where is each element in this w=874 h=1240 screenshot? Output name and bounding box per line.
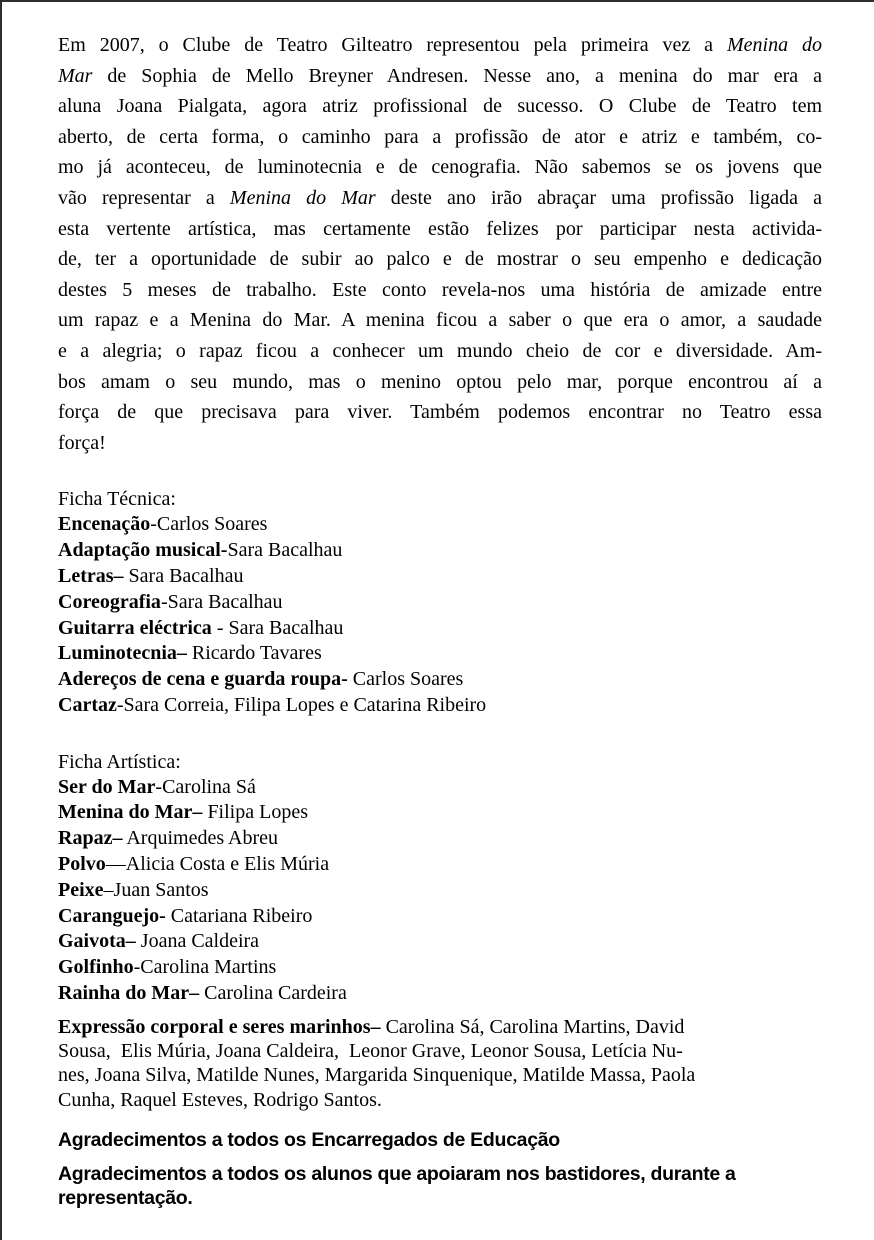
paragraph-line: esta vertente artística, mas certamente estão felizes por participar nesta activida- [58, 217, 822, 240]
credit-line [58, 852, 822, 878]
credit-role: Guitarra eléctrica [58, 616, 212, 639]
credit-role: Letras– [58, 564, 124, 587]
credit-role: Gaivota– [58, 930, 136, 953]
ficha-artistica-list [58, 775, 822, 1007]
paragraph-line: Mar de Sophia de Mello Breyner Andresen. Nesse ano, a menina do mar era a [58, 64, 822, 87]
credit-names: Joana Caldeira [135, 930, 260, 953]
credit-role: Ser do Mar [58, 775, 156, 798]
expressao-line: Expressão corporal e seres marinhos– Carolina Sá, Carolina Martins, David [58, 1015, 685, 1038]
credit-names: Ricardo Tavares [186, 642, 322, 665]
credit-line [58, 775, 822, 801]
credit-role: Golfinho [58, 956, 134, 979]
credit-role: Caranguejo- [58, 904, 166, 927]
credit-line [58, 826, 822, 852]
paragraph-line: vão representar a Menina do Mar deste ano irão abraçar uma profissão ligada a [58, 186, 822, 209]
credit-line [58, 538, 822, 564]
credit-line [58, 904, 822, 930]
acknowledgement-alunos: Agradecimentos a todos os alunos que apoiaram nos bastidores, durante a representação. [58, 1163, 736, 1210]
credit-names: -Sara Correia, Filipa Lopes e Catarina Ribeiro [116, 693, 487, 716]
paragraph-line: e a alegria; o rapaz ficou a conhecer um mundo cheio de cor e diversidade. Am- [58, 339, 822, 362]
paragraph-line: de, ter a oportunidade de subir ao palco e de mostrar o seu empenho e dedicação [58, 248, 822, 271]
credit-names: Filipa Lopes [202, 801, 308, 824]
paragraph-line: aluna Joana Pialgata, agora atriz profissional de sucesso. O Clube de Teatro tem [58, 95, 822, 118]
credit-role: Polvo [58, 853, 106, 876]
ficha-tecnica-section [58, 486, 822, 718]
ficha-artistica-title: Ficha Artística: [58, 750, 181, 773]
credit-names: -Carolina Martins [133, 956, 277, 979]
credit-names: - Sara Bacalhau [211, 616, 344, 639]
ficha-tecnica-list [58, 512, 822, 718]
paragraph-line: destes 5 meses de trabalho. Este conto revela-nos uma história de amizade entre [58, 278, 822, 301]
credit-role: Encenação [58, 513, 151, 536]
credit-line [58, 693, 822, 719]
ficha-tecnica-title: Ficha Técnica: [58, 488, 176, 511]
credit-names: Sara Bacalhau [227, 539, 343, 562]
credit-names: –Juan Santos [103, 878, 209, 901]
credit-line [58, 929, 822, 955]
credit-line [58, 878, 822, 904]
credit-role: Adaptação musical- [58, 539, 228, 562]
credit-line [58, 564, 822, 590]
intro-paragraph [58, 30, 822, 458]
credit-line [58, 800, 822, 826]
expressao-line: nes, Joana Silva, Matilde Nunes, Margarida Sinquenique, Matilde Massa, Paola [58, 1064, 696, 1087]
paragraph-line: Em 2007, o Clube de Teatro Gilteatro representou pela primeira vez a Menina do [58, 34, 822, 56]
credit-names: Catariana Ribeiro [165, 904, 313, 927]
paragraph-line: bos amam o seu mundo, mas o menino optou pelo mar, porque encontrou aí a [58, 370, 822, 393]
credit-role: Rapaz– [58, 827, 123, 850]
paragraph-line: um rapaz e a Menina do Mar. A menina ficou a saber o que era o amor, a saudade [58, 309, 822, 332]
ficha-artistica-section [58, 749, 822, 1007]
paragraph-line: mo já aconteceu, de luminotecnia e de cenografia. Não sabemos se os jovens que [58, 156, 822, 179]
credit-line [58, 955, 822, 981]
credit-line [58, 512, 822, 538]
credit-role: Cartaz [58, 693, 117, 716]
paragraph-line: força de que precisava para viver. Também podemos encontrar no Teatro essa [58, 401, 822, 424]
credit-line [58, 667, 822, 693]
credit-role: Adereços de cena e guarda roupa- [58, 668, 348, 691]
credit-names: Carolina Cardeira [199, 982, 347, 1005]
acknowledgement-encarregados: Agradecimentos a todos os Encarregados de Educação [58, 1129, 560, 1152]
credit-role: Menina do Mar– [58, 801, 203, 824]
paragraph-line: aberto, de certa forma, o caminho para a profissão de ator e atriz e também, co- [58, 125, 822, 148]
credit-role: Coreografia [58, 590, 161, 613]
credit-names: Sara Bacalhau [123, 564, 244, 587]
credit-names: -Carolina Sá [155, 775, 256, 798]
expressao-corporal-paragraph [58, 1015, 822, 1112]
expressao-line: Sousa, Elis Múria, Joana Caldeira, Leonor Grave, Leonor Sousa, Letícia Nu- [58, 1040, 683, 1063]
credit-names: Carlos Soares [347, 668, 464, 691]
credit-line [58, 590, 822, 616]
credit-names: Arquimedes Abreu [122, 827, 278, 850]
credit-line [58, 616, 822, 642]
credit-line [58, 981, 822, 1007]
credit-role: Peixe [58, 878, 104, 901]
credit-line [58, 641, 822, 667]
credit-names: -Sara Bacalhau [160, 590, 283, 613]
credit-role: Luminotecnia– [58, 642, 187, 665]
expressao-line: Cunha, Raquel Esteves, Rodrigo Santos. [58, 1088, 382, 1111]
credit-names: —Alicia Costa e Elis Múria [105, 853, 330, 876]
credit-names: -Carlos Soares [150, 513, 268, 536]
paragraph-line: força! [58, 431, 106, 454]
credit-role: Rainha do Mar– [58, 982, 200, 1005]
